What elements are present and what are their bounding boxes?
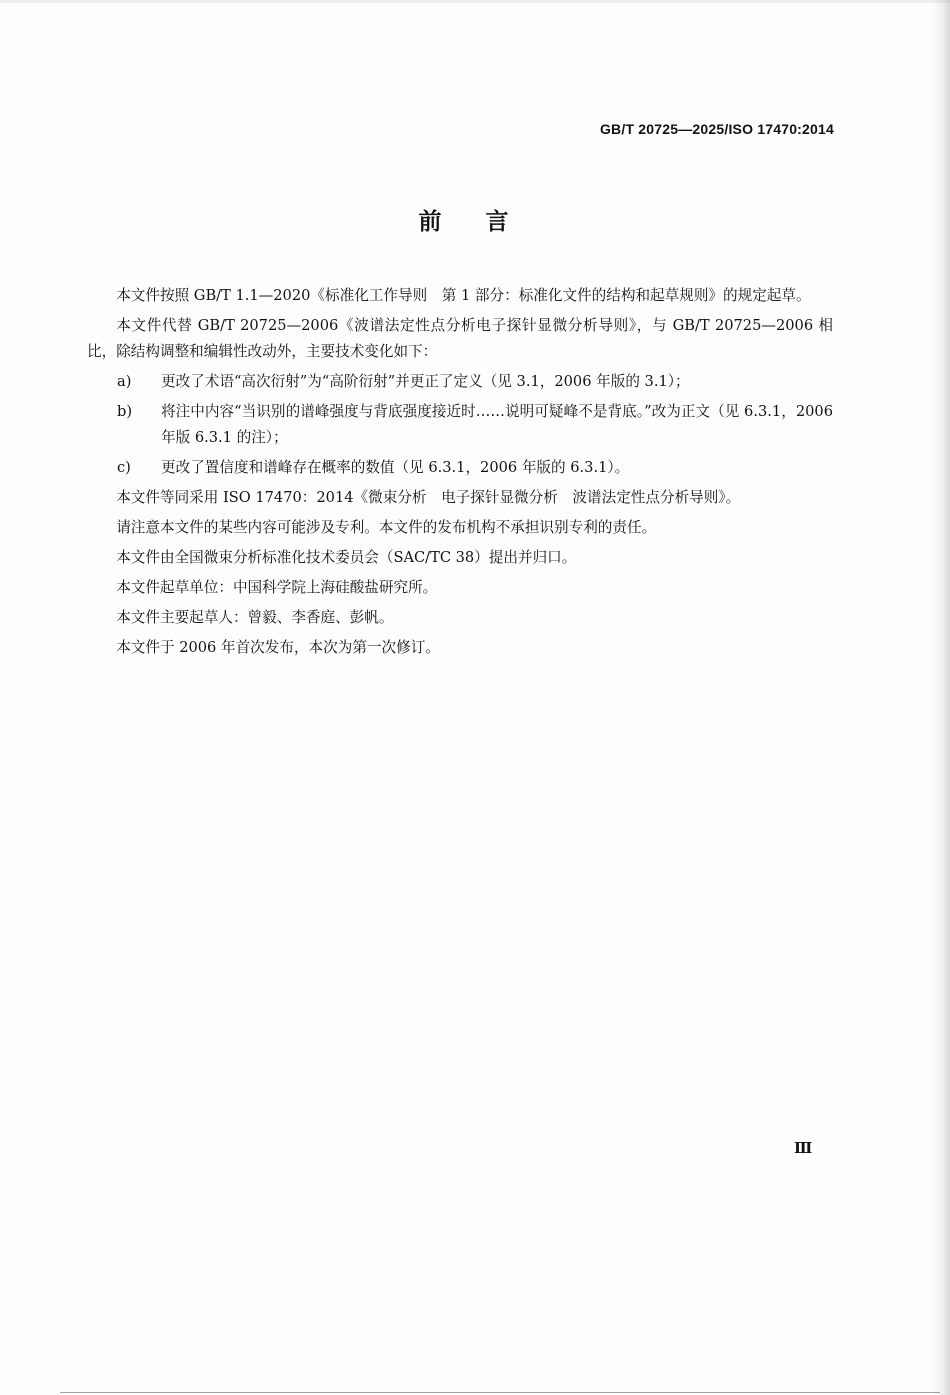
paragraph-replacement: 本文件代替 GB/T 20725—2006《波谱法定性点分析电子探针显微分析导则》，与 GB/T 20725—2006 相比，除结构调整和编辑性改动外，主要技术变化如下： (87, 317, 833, 360)
paragraph-patent-notice: 请注意本文件的某些内容可能涉及专利。本文件的发布机构不承担识别专利的责任。 (116, 519, 657, 536)
list-marker: c) (117, 459, 131, 476)
list-item (87, 455, 833, 481)
list-item (87, 369, 833, 395)
foreword-body (87, 283, 833, 665)
scan-edge-right (932, 0, 950, 1395)
paragraph-adoption: 本文件等同采用 ISO 17470：2014《微束分析 电子探针显微分析 波谱法定性点分析导则》。 (116, 489, 741, 506)
standard-code: GB/T 20725—2025/ISO 17470:2014 (599, 121, 834, 137)
paragraph-publication-history: 本文件于 2006 年首次发布，本次为第一次修订。 (116, 639, 440, 656)
list-item-text: 更改了置信度和谱峰存在概率的数值（见 6.3.1，2006 年版的 6.3.1）。 (161, 459, 630, 476)
list-item (87, 399, 833, 451)
list-item-text: 将注中内容“当识别的谱峰强度与背底强度接近时……说明可疑峰不是背底。”改为正文（见 6.3.1，2006 年版 6.3.1 的注）； (161, 403, 833, 446)
list-marker: a) (117, 373, 132, 390)
paragraph-drafting-rules: 本文件按照 GB/T 1.1—2020《标准化工作导则 第 1 部分：标准化文件的结构和起草规则》的规定起草。 (116, 287, 811, 304)
scan-line-bottom (60, 1392, 940, 1393)
changes-list (87, 369, 833, 481)
paragraph-drafters: 本文件主要起草人：曾毅、李香庭、彭帆。 (116, 609, 394, 626)
scan-edge-top (0, 0, 950, 3)
page-title: 前言 (418, 209, 553, 235)
page-number: Ⅲ (794, 1139, 813, 1157)
list-item-text: 更改了术语“高次衍射”为“高阶衍射”并更正了定义（见 3.1，2006 年版的 3.1）； (161, 373, 690, 390)
paragraph-drafting-unit: 本文件起草单位：中国科学院上海硅酸盐研究所。 (116, 579, 438, 596)
paragraph-proposer: 本文件由全国微束分析标准化技术委员会（SAC/TC 38）提出并归口。 (116, 549, 577, 566)
list-marker: b) (117, 403, 133, 420)
